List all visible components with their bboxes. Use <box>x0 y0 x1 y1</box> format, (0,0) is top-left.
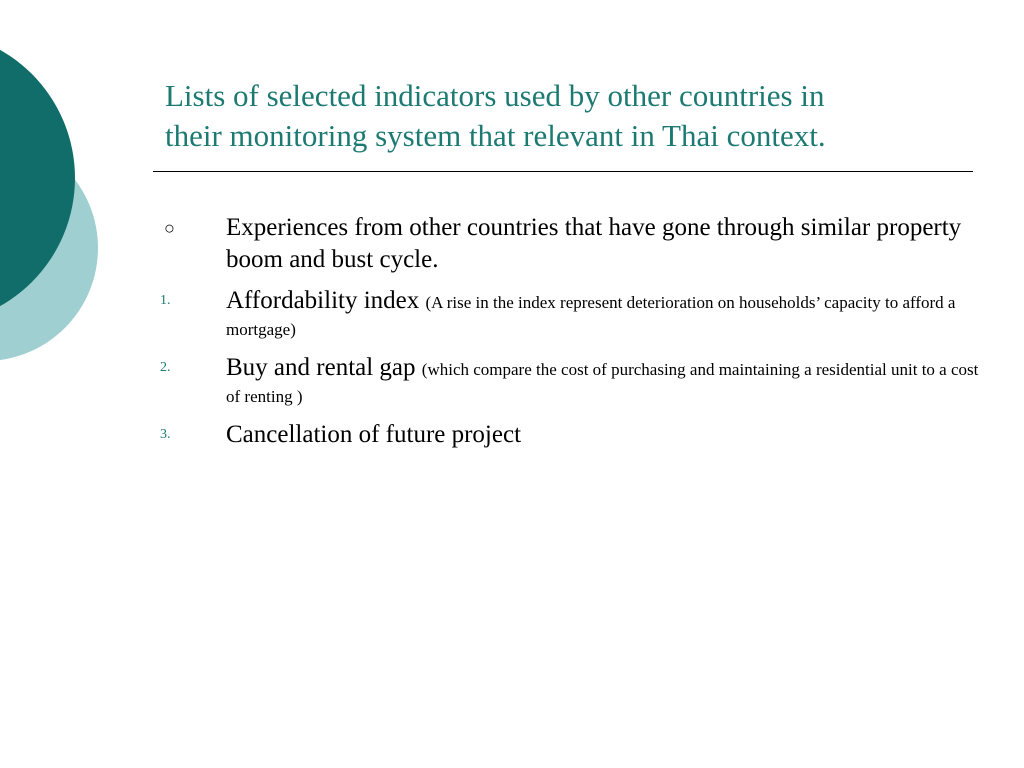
list-item <box>160 419 980 451</box>
item-note: (which compare the cost of purchasing and maintaining a residential unit to a cost of renting ) <box>226 360 979 406</box>
item-text: Affordability index <box>226 287 426 314</box>
list-item <box>160 352 980 410</box>
item-note: (A rise in the index represent deterioration on households’ capacity to afford a mortgage) <box>226 293 956 339</box>
title-divider <box>153 171 973 172</box>
decorative-circles <box>0 0 110 410</box>
item-text: Buy and rental gap <box>226 354 422 381</box>
item-text: Experiences from other countries that have gone through similar property boom and bust cycle. <box>226 214 962 273</box>
indicator-list <box>160 212 980 460</box>
list-item <box>160 212 980 276</box>
item-number: 2. <box>160 360 171 375</box>
item-number: 1. <box>160 293 171 308</box>
list-item <box>160 285 980 343</box>
hollow-bullet-icon: ○ <box>164 218 175 238</box>
slide-title <box>165 76 965 156</box>
title-line-1: Lists of selected indicators used by other countries in <box>165 78 825 113</box>
item-text: Cancellation of future project <box>226 421 522 448</box>
title-line-2: their monitoring system that relevant in Thai context. <box>165 118 826 153</box>
item-number: 3. <box>160 427 171 442</box>
